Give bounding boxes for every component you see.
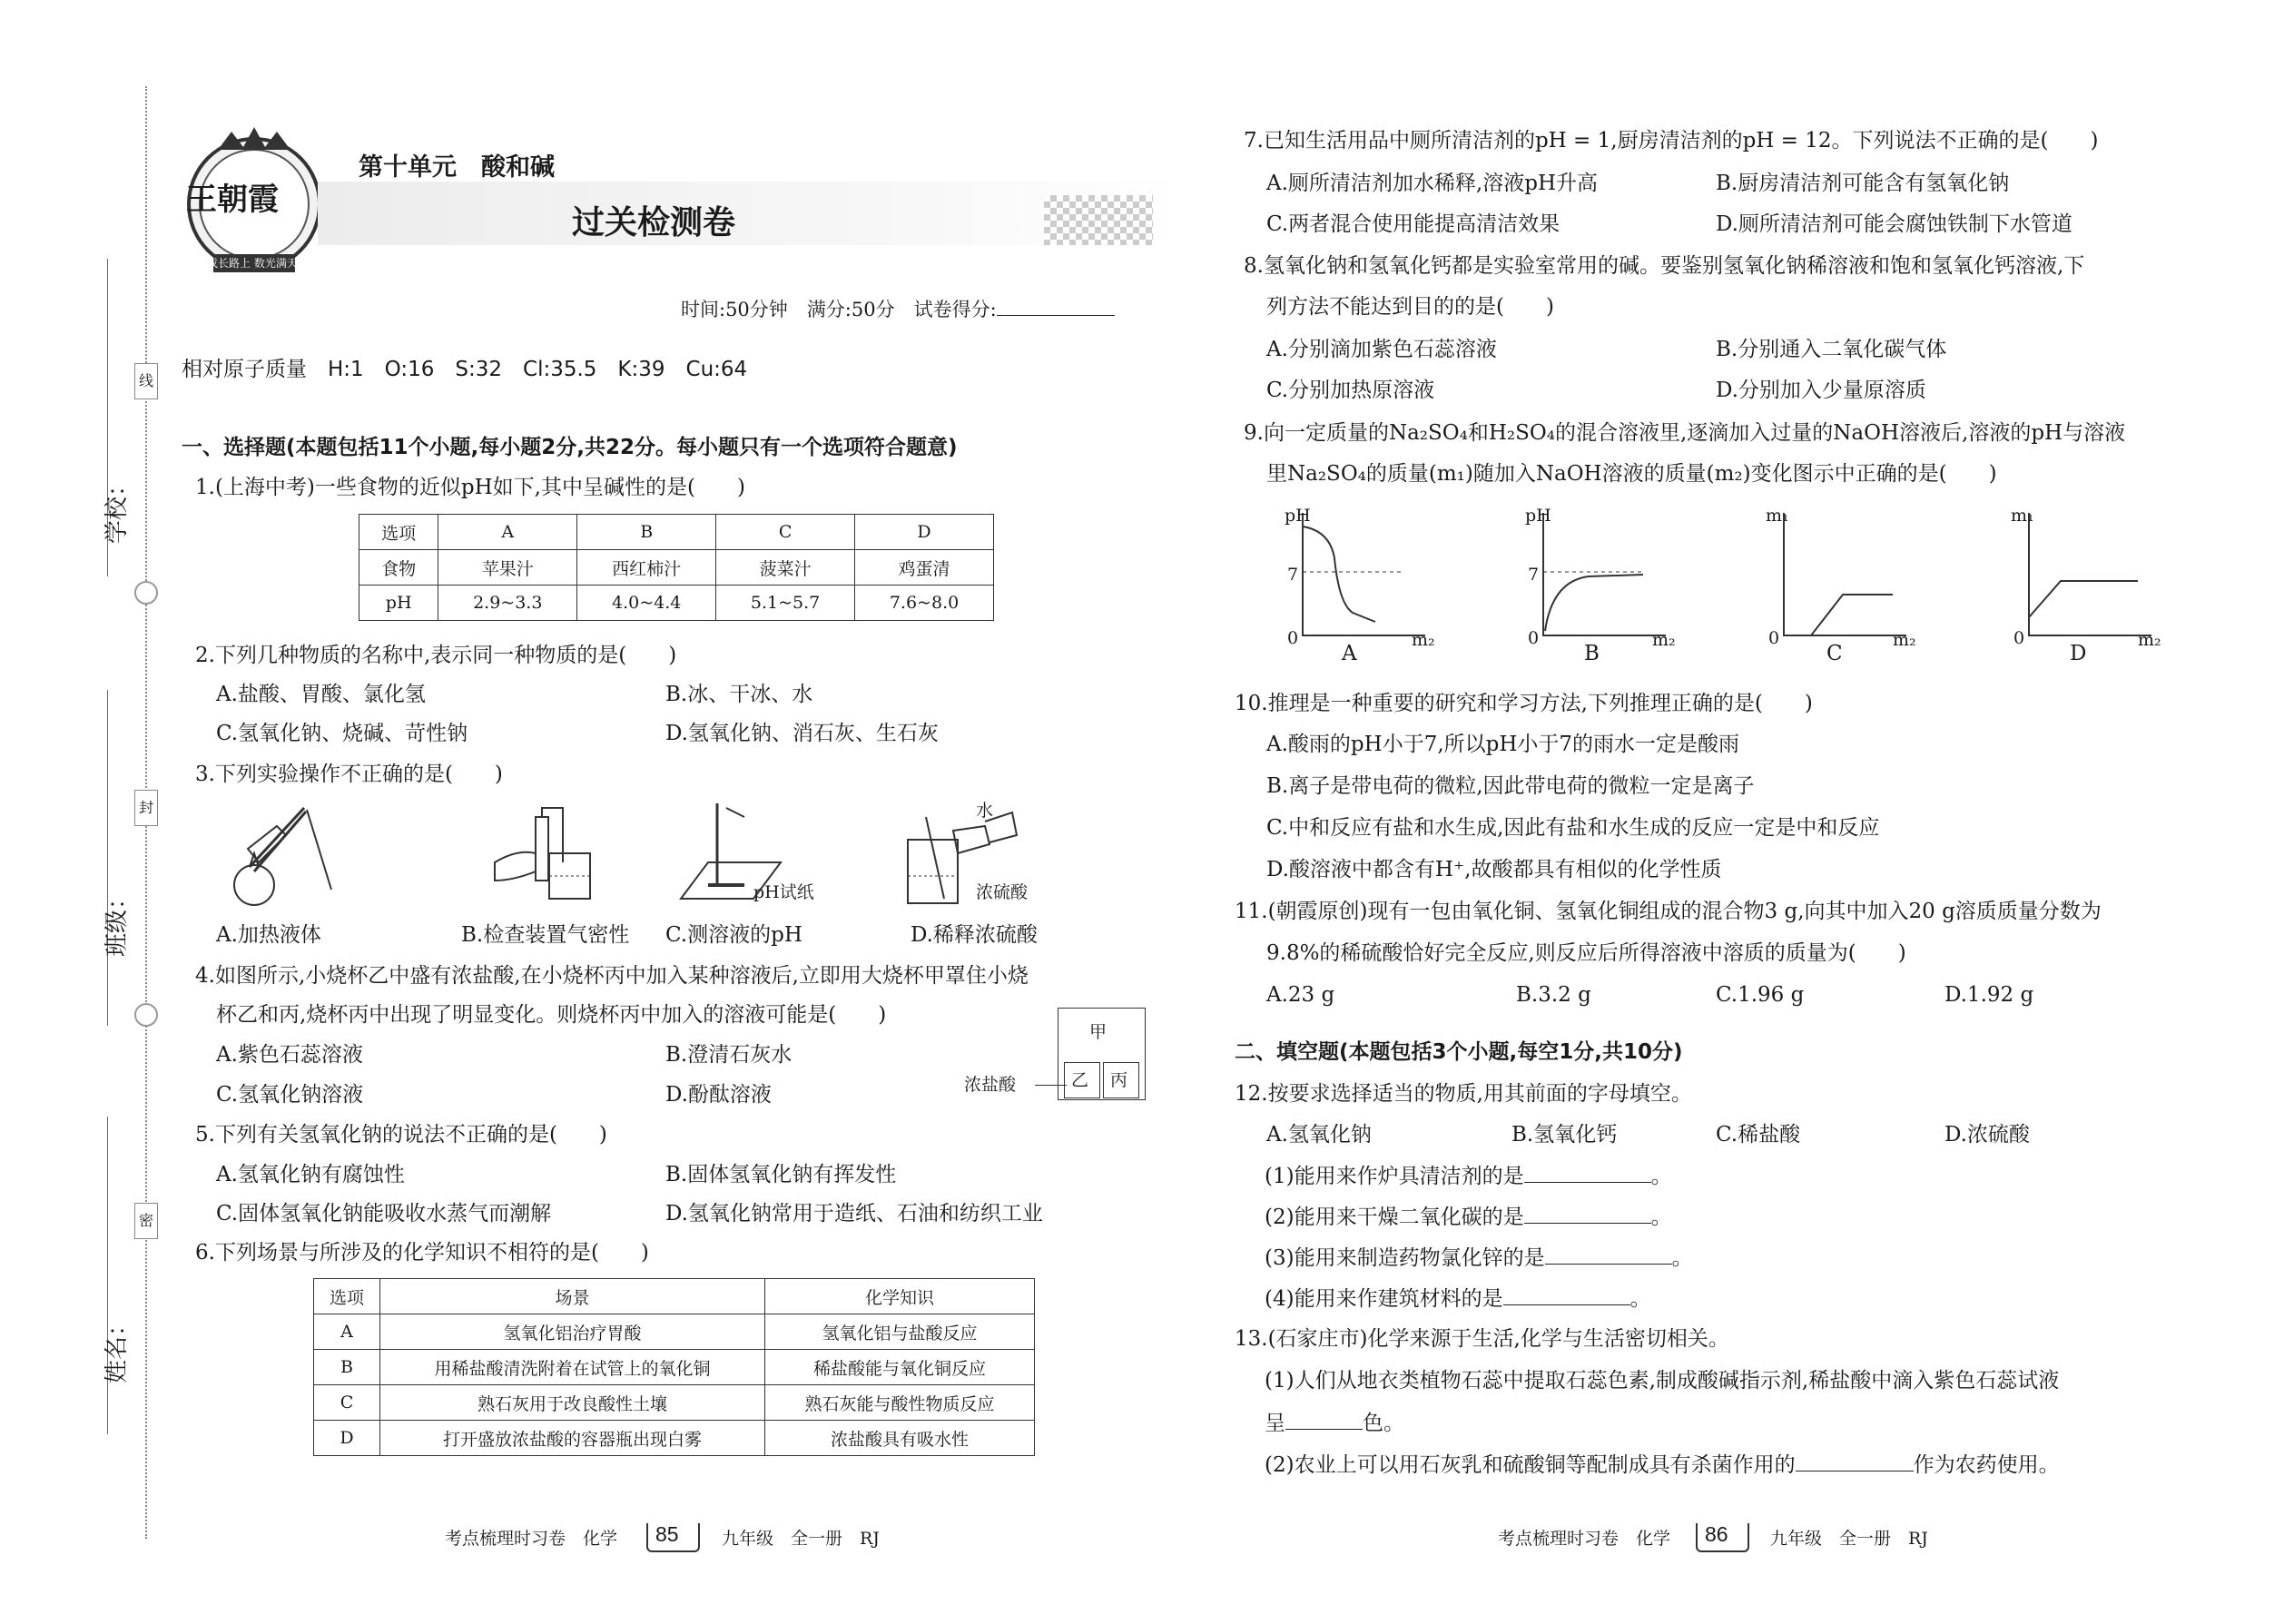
table-cell: 苹果汁	[438, 550, 577, 586]
margin-box-line: 线	[134, 363, 158, 399]
table-cell: 7.6~8.0	[855, 586, 994, 621]
q8-option-d: D.分别加入少量原溶质	[1716, 379, 1926, 402]
q1-table	[359, 514, 994, 621]
answer-blank[interactable]	[1524, 1162, 1651, 1183]
q11-stem-line1: 11.(朝霞原创)现有一包由氧化铜、氢氧化铜组成的混合物3 g,向其中加入20 g溶质质量分数为	[1235, 900, 2102, 923]
table-cell: 稀盐酸能与氧化铜反应	[765, 1350, 1035, 1385]
q11-option-b: B.3.2 g	[1516, 983, 1591, 1007]
footer-left-text2: 九年级 全一册 RJ	[722, 1529, 880, 1549]
header-checker-pattern	[1044, 195, 1153, 245]
q10-option-a: A.酸雨的pH小于7,所以pH小于7的雨水一定是酸雨	[1266, 733, 1740, 756]
q13-part1b: 呈 色。	[1265, 1409, 1404, 1437]
q10-option-c: C.中和反应有盐和水生成,因此有盐和水生成的反应一定是中和反应	[1266, 816, 1880, 840]
graph-c-label: C	[1826, 642, 1843, 665]
q10-option-b: B.离子是带电荷的微粒,因此带电荷的微粒一定是离子	[1266, 774, 1755, 798]
footer-left-text: 考点梳理时习卷 化学	[445, 1529, 618, 1549]
q4-stem-line1: 4.如图所示,小烧杯乙中盛有浓盐酸,在小烧杯丙中加入某种溶液后,立即用大烧杯甲罩住小烧	[195, 964, 1029, 988]
margin-name-label: 姓名：	[103, 1312, 132, 1384]
q5-option-c: C.固体氢氧化钠能吸收水蒸气而潮解	[216, 1202, 552, 1225]
footer-right-text2: 九年级 全一册 RJ	[1770, 1529, 1928, 1549]
answer-blank[interactable]	[1796, 1451, 1914, 1471]
table-cell: D	[314, 1421, 380, 1456]
table-cell: C	[314, 1385, 380, 1421]
q2-option-d: D.氢氧化钠、消石灰、生石灰	[665, 722, 939, 745]
q2-option-b: B.冰、干冰、水	[665, 683, 813, 706]
graph-c-ylabel: m₁	[1766, 506, 1789, 526]
q13-stem: 13.(石家庄市)化学来源于生活,化学与生活密切相关。	[1235, 1327, 1729, 1351]
q7-option-c: C.两者混合使用能提高清洁效果	[1266, 212, 1561, 236]
answer-blank[interactable]	[1545, 1244, 1672, 1265]
table-cell: 食物	[359, 550, 438, 586]
table-cell: 场景	[380, 1279, 765, 1314]
footer-left-page-number: 85	[655, 1522, 679, 1546]
q8-stem-line2: 列方法不能达到目的的是( )	[1266, 295, 1554, 319]
q7-option-b: B.厨房清洁剂可能含有氢氧化钠	[1716, 172, 2010, 195]
q3-option-b: B.检查装置气密性	[461, 923, 630, 947]
table-cell: 选项	[314, 1279, 380, 1314]
margin-class-label: 班级：	[103, 885, 132, 958]
graph-b-label: B	[1584, 642, 1600, 665]
graph-c-zero: 0	[1768, 628, 1780, 648]
table-cell: pH	[359, 586, 438, 621]
q6-stem: 6.下列场景与所涉及的化学知识不相符的是( )	[195, 1241, 649, 1265]
beaker-bing-label: 丙	[1110, 1070, 1128, 1090]
footer-right-page-number: 86	[1705, 1522, 1728, 1546]
table-cell: B	[577, 515, 716, 550]
q11-option-a: A.23 g	[1266, 983, 1335, 1007]
conc-hcl-label: 浓盐酸	[964, 1075, 1017, 1095]
q12-part2: (2)能用来干燥二氧化碳的是 。	[1265, 1203, 1672, 1231]
table-cell: 打开盛放浓盐酸的容器瓶出现白雾	[380, 1421, 765, 1456]
table-cell: 西红柿汁	[577, 550, 716, 586]
margin-box-seal: 封	[134, 790, 158, 826]
logo-text: 王朝霞	[186, 182, 279, 218]
q3-stem: 3.下列实验操作不正确的是( )	[195, 763, 503, 786]
margin-solid-line-2	[107, 690, 108, 1026]
graph-b-seven: 7	[1528, 565, 1540, 585]
q5-option-a: A.氢氧化钠有腐蚀性	[216, 1163, 405, 1186]
water-label: 水	[976, 801, 994, 821]
q12-option-c: C.稀盐酸	[1716, 1123, 1801, 1147]
q11-stem-line2: 9.8%的稀硫酸恰好完全反应,则反应后所得溶液中溶质的质量为( )	[1266, 941, 1906, 965]
q5-stem: 5.下列有关氢氧化钠的说法不正确的是( )	[195, 1123, 607, 1147]
table-cell: 化学知识	[765, 1279, 1035, 1314]
table-cell: 氢氧化铝治疗胃酸	[380, 1314, 765, 1350]
q4-stem-line2: 杯乙和丙,烧杯丙中出现了明显变化。则烧杯丙中加入的溶液可能是( )	[216, 1003, 887, 1027]
q3-option-a: A.加热液体	[216, 923, 321, 947]
graph-d-zero: 0	[2013, 628, 2025, 648]
q9-stem-line2: 里Na₂SO₄的质量(m₁)随加入NaOH溶液的质量(m₂)变化图示中正确的是( )	[1266, 462, 1997, 486]
margin-swirl-icon	[134, 581, 158, 605]
section-1-heading: 一、选择题(本题包括11个小题,每小题2分,共22分。每小题只有一个选项符合题意)	[182, 436, 958, 459]
q7-option-a: A.厕所清洁剂加水稀释,溶液pH升高	[1266, 172, 1599, 195]
table-cell: 选项	[359, 515, 438, 550]
graph-b-zero: 0	[1528, 628, 1540, 648]
table-cell: A	[314, 1314, 380, 1350]
q7-option-d: D.厕所清洁剂可能会腐蚀铁制下水管道	[1716, 212, 2072, 236]
q4-option-d: D.酚酞溶液	[665, 1083, 772, 1107]
beaker-yi-label: 乙	[1071, 1070, 1089, 1090]
q12-stem: 12.按要求选择适当的物质,用其前面的字母填空。	[1235, 1082, 1692, 1106]
q8-option-c: C.分别加热原溶液	[1266, 379, 1435, 402]
airtightness-check-apparatus-icon	[486, 799, 604, 912]
table-cell: 菠菜汁	[716, 550, 855, 586]
logo-subtext: 成长路上 数光满天	[207, 257, 298, 270]
page-title: 过关检测卷	[572, 204, 736, 241]
margin-swirl-icon	[134, 1003, 158, 1027]
q7-stem: 7.已知生活用品中厕所清洁剂的pH = 1,厨房清洁剂的pH = 12。下列说法不正确的是( )	[1244, 129, 2099, 153]
unit-title: 第十单元 酸和碱	[359, 153, 555, 182]
graph-d-label: D	[2070, 642, 2087, 665]
table-cell: 2.9~3.3	[438, 586, 577, 621]
beaker-jia-label: 甲	[1089, 1022, 1108, 1042]
q4-option-b: B.澄清石灰水	[665, 1043, 793, 1067]
q4-option-c: C.氢氧化钠溶液	[216, 1083, 364, 1107]
graph-b-ylabel: pH	[1525, 506, 1551, 526]
q4-option-a: A.紫色石蕊溶液	[216, 1043, 363, 1067]
q5-option-b: B.固体氢氧化钠有挥发性	[665, 1163, 897, 1186]
table-cell: B	[314, 1350, 380, 1385]
footer-right-text: 考点梳理时习卷 化学	[1498, 1529, 1671, 1549]
q2-option-a: A.盐酸、胃酸、氯化氢	[216, 683, 426, 706]
graph-a-seven: 7	[1287, 565, 1299, 585]
atomic-mass-line: 相对原子质量 H:1 O:16 S:32 Cl:35.5 K:39 Cu:64	[182, 358, 748, 381]
q8-option-a: A.分别滴加紫色石蕊溶液	[1266, 338, 1497, 361]
q9-stem-line1: 9.向一定质量的Na₂SO₄和H₂SO₄的混合溶液里,逐滴加入过量的NaOH溶液后,溶液的pH与溶液	[1244, 421, 2126, 445]
table-cell: 熟石灰用于改良酸性土壤	[380, 1385, 765, 1421]
q13-part1a: (1)人们从地衣类植物石蕊中提取石蕊色素,制成酸碱指示剂,稀盐酸中滴入紫色石蕊试液	[1265, 1369, 2060, 1393]
ph-paper-label: pH试纸	[753, 882, 814, 902]
table-cell: 4.0~4.4	[577, 586, 716, 621]
q12-option-a: A.氢氧化钠	[1266, 1123, 1372, 1147]
q12-option-b: B.氢氧化钙	[1511, 1123, 1618, 1147]
answer-blank[interactable]	[1524, 1203, 1651, 1224]
q2-stem: 2.下列几种物质的名称中,表示同一种物质的是( )	[195, 644, 677, 667]
graph-a-ylabel: pH	[1285, 506, 1311, 526]
q5-option-d: D.氢氧化钠常用于造纸、石油和纺织工业	[665, 1202, 1043, 1225]
q12-part4: (4)能用来作建筑材料的是 。	[1265, 1284, 1651, 1313]
graph-a-label: A	[1342, 642, 1357, 665]
heating-liquid-apparatus-icon	[222, 799, 340, 912]
answer-blank[interactable]	[1285, 1409, 1363, 1430]
q12-option-d: D.浓硫酸	[1944, 1123, 2030, 1147]
answer-blank[interactable]	[1503, 1284, 1630, 1305]
table-cell: 浓盐酸具有吸水性	[765, 1421, 1035, 1456]
table-cell: 氢氧化铝与盐酸反应	[765, 1314, 1035, 1350]
section-2-heading: 二、填空题(本题包括3个小题,每空1分,共10分)	[1235, 1040, 1683, 1064]
q11-option-c: C.1.96 g	[1716, 983, 1805, 1007]
table-cell: C	[716, 515, 855, 550]
graph-b-xlabel: m₂	[1652, 630, 1676, 650]
graph-c-xlabel: m₂	[1893, 630, 1916, 650]
table-cell: 用稀盐酸清洗附着在试管上的氧化铜	[380, 1350, 765, 1385]
graph-a-zero: 0	[1287, 628, 1299, 648]
conc-acid-label: 浓硫酸	[976, 882, 1029, 902]
q8-option-b: B.分别通入二氧化碳气体	[1716, 338, 1947, 361]
table-cell: 鸡蛋清	[855, 550, 994, 586]
graph-d-xlabel: m₂	[2138, 630, 2161, 650]
q12-part3: (3)能用来制造药物氯化锌的是 。	[1265, 1244, 1693, 1272]
pointer-line	[1035, 1085, 1067, 1086]
q1-stem: 1.(上海中考)一些食物的近似pH如下,其中呈碱性的是( )	[195, 476, 745, 499]
table-cell: 熟石灰能与酸性物质反应	[765, 1385, 1035, 1421]
q8-stem-line1: 8.氢氧化钠和氢氧化钙都是实验室常用的碱。要鉴别氢氧化钠稀溶液和饱和氢氧化钙溶液,下	[1244, 254, 2085, 278]
margin-box-seal2: 密	[134, 1203, 158, 1239]
table-cell: D	[855, 515, 994, 550]
q2-option-c: C.氢氧化钠、烧碱、苛性钠	[216, 722, 468, 745]
margin-school-label: 学校：	[103, 472, 132, 545]
q10-stem: 10.推理是一种重要的研究和学习方法,下列推理正确的是( )	[1235, 692, 1813, 715]
table-cell: A	[438, 515, 577, 550]
q10-option-d: D.酸溶液中都含有H⁺,故酸都具有相似的化学性质	[1266, 858, 1722, 881]
q6-table	[313, 1278, 1035, 1456]
q13-part2: (2)农业上可以用石灰乳和硫酸铜等配制成具有杀菌作用的 作为农药使用。	[1265, 1451, 2060, 1479]
graph-a-xlabel: m₂	[1412, 630, 1435, 650]
table-cell: 5.1~5.7	[716, 586, 855, 621]
q11-option-d: D.1.92 g	[1944, 983, 2034, 1007]
q3-option-c: C.测溶液的pH	[665, 923, 802, 947]
graph-d-ylabel: m₁	[2011, 506, 2034, 526]
exam-meta: 时间:50分钟 满分:50分 试卷得分:	[681, 295, 1115, 323]
margin-solid-line-3	[107, 1117, 108, 1434]
q3-option-d: D.稀释浓硫酸	[911, 923, 1038, 947]
q12-part1: (1)能用来作炉具清洁剂的是 。	[1265, 1162, 1672, 1190]
